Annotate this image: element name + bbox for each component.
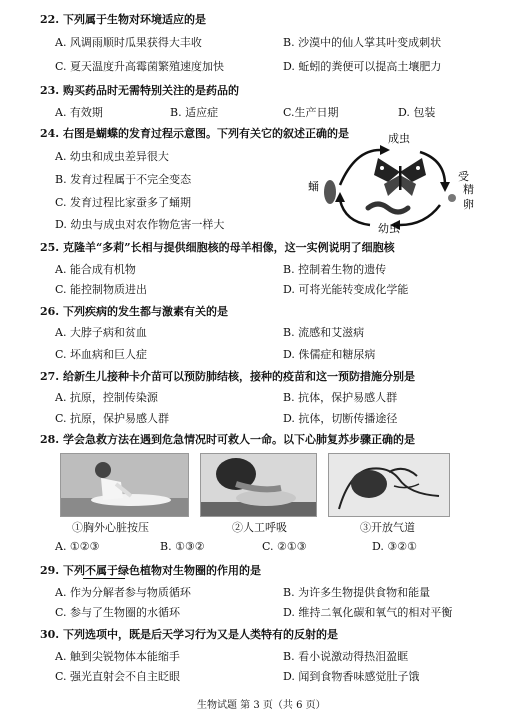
q27-option-a: A. 抗原，控制传染源 [55, 391, 158, 404]
q23-option-a: A. 有效期 [55, 106, 103, 119]
q22-option-d: D. 蚯蚓的粪便可以提高土壤肥力 [283, 60, 442, 73]
q27-option-c: C. 抗原，保护易感人群 [55, 412, 170, 425]
q28-option-c: C. ②①③ [262, 540, 307, 553]
q26-option-a: A. 大脖子病和贫血 [55, 326, 147, 339]
q24-option-c: C. 发育过程比家蚕多了蛹期 [55, 196, 192, 209]
q29-option-d: D. 维持二氧化碳和氧气的相对平衡 [283, 606, 453, 619]
q30-option-d: D. 闻到食物香味感觉肚子饿 [283, 670, 420, 683]
question-30-stem: 30. 下列选项中，既是后天学习行为又是人类特有的反射的是 [40, 628, 338, 641]
caption-rescue-breathing: ②人工呼吸 [232, 521, 287, 534]
q25-option-c: C. 能控制物质进出 [55, 283, 148, 296]
question-26-stem: 26. 下列疾病的发生都与激素有关的是 [40, 305, 228, 318]
q29-underline-emphasis [83, 578, 125, 579]
q28-option-d: D. ③②① [372, 540, 418, 553]
page-footer: 生物试题 第 3 页（共 6 页） [197, 700, 326, 711]
cycle-arrow-larva-to-pupa [340, 200, 370, 225]
question-23-stem: 23. 购买药品时无需特别关注的是药品的 [40, 84, 239, 97]
q29-option-c: C. 参与了生物圈的水循环 [55, 606, 181, 619]
caption-chest-compression: ①胸外心脏按压 [72, 521, 149, 534]
cpr-open-airway-drawing [328, 453, 450, 517]
q26-option-b: B. 流感和艾滋病 [283, 326, 365, 339]
question-25-stem: 25. 克隆羊“多莉”长相与提供细胞核的母羊相像，这一实例说明了细胞核 [40, 241, 395, 254]
question-24-stem: 24. 右图是蝴蝶的发育过程示意图。下列有关它的叙述正确的是 [40, 127, 349, 140]
q25-option-b: B. 控制着生物的遗传 [283, 263, 387, 276]
label-larva: 幼虫 [378, 222, 400, 235]
q24-option-a: A. 幼虫和成虫差异很大 [55, 150, 169, 163]
butterfly-life-cycle-diagram [300, 130, 480, 235]
label-fertilized: 受 [458, 170, 469, 183]
q22-option-a: A. 风调雨顺时瓜果获得大丰收 [55, 36, 202, 49]
q23-option-b: B. 适应症 [170, 106, 219, 119]
q24-option-d: D. 幼虫与成虫对农作物危害一样大 [55, 218, 225, 231]
q29-option-a: A. 作为分解者参与物质循环 [55, 586, 191, 599]
q28-option-b: B. ①③② [160, 540, 205, 553]
larva-icon [368, 204, 408, 212]
cpr-chest-compression-photo [60, 453, 189, 517]
q22-option-c: C. 夏天温度升高霉菌繁殖速度加快 [55, 60, 225, 73]
label-fertilized-2: 精 [463, 183, 474, 196]
label-pupa: 蛹 [308, 180, 319, 193]
q26-option-d: D. 侏儒症和糖尿病 [283, 348, 376, 361]
question-27-stem: 27. 给新生儿接种卡介苗可以预防肺结核，接种的疫苗和这一预防措施分别是 [40, 370, 415, 383]
q30-option-c: C. 强光直射会不自主眨眼 [55, 670, 181, 683]
caption-open-airway: ③开放气道 [360, 521, 415, 534]
label-egg: 卵 [463, 198, 474, 211]
pupa-icon [324, 180, 336, 204]
q28-option-a: A. ①②③ [55, 540, 100, 553]
question-22-stem: 22. 下列属于生物对环境适应的是 [40, 13, 206, 26]
q25-option-a: A. 能合成有机物 [55, 263, 136, 276]
q29-option-b: B. 为许多生物提供食物和能量 [283, 586, 431, 599]
q30-option-b: B. 看小说激动得热泪盈眶 [283, 650, 409, 663]
q23-option-d: D. 包装 [398, 106, 436, 119]
label-adult: 成虫 [388, 132, 410, 145]
q27-option-b: B. 抗体，保护易感人群 [283, 391, 398, 404]
q26-option-c: C. 坏血病和巨人症 [55, 348, 148, 361]
cycle-arrow-pupa-to-adult [340, 150, 380, 185]
question-29-stem: 29. 下列不属于绿色植物对生物圈的作用的是 [40, 564, 261, 577]
q25-option-d: D. 可将光能转变成化学能 [283, 283, 409, 296]
question-28-stem: 28. 学会急救方法在遇到危急情况时可救人一命。以下心肺复苏步骤正确的是 [40, 433, 415, 446]
q24-option-b: B. 发育过程属于不完全变态 [55, 173, 192, 186]
egg-icon [448, 194, 456, 202]
cpr-rescue-breathing-photo [200, 453, 317, 517]
q23-option-c: C.生产日期 [283, 106, 339, 119]
q27-option-d: D. 抗体，切断传播途径 [283, 412, 398, 425]
q22-option-b: B. 沙漠中的仙人掌其叶变成刺状 [283, 36, 442, 49]
butterfly-adult-icon [374, 158, 426, 196]
q30-option-a: A. 触到尖锐物体本能缩手 [55, 650, 180, 663]
